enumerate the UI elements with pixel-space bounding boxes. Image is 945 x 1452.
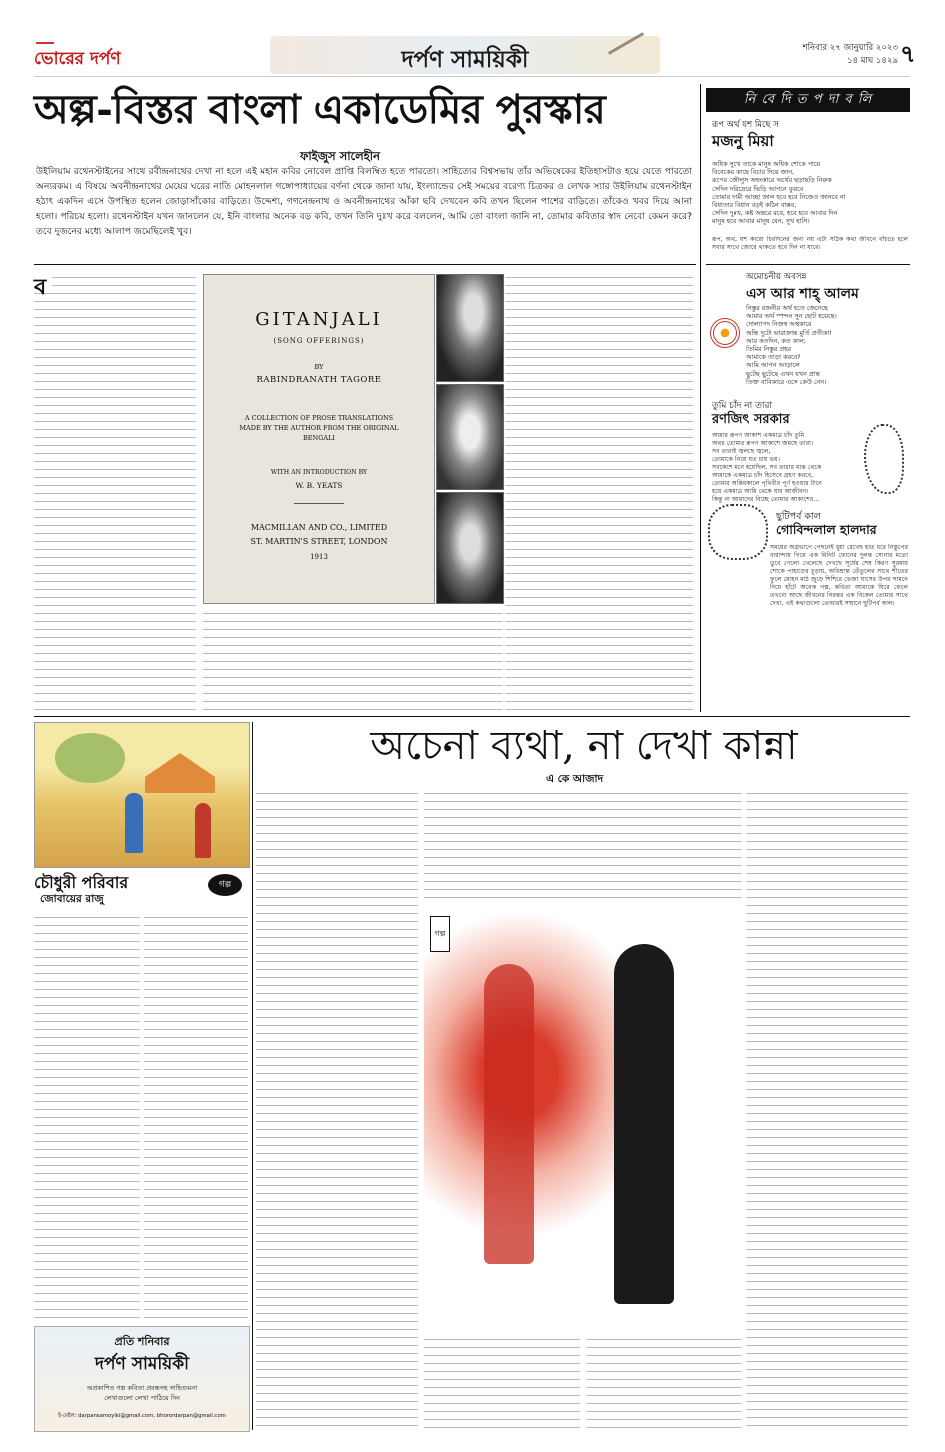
lead-body-column-3: [203, 608, 503, 712]
poem2-lines: [746, 304, 910, 386]
gitanjali-year: 1913: [310, 553, 328, 561]
gitanjali-author: RABINDRANATH TAGORE: [256, 375, 382, 385]
mandala-ornament-icon: [710, 318, 740, 348]
poem-line: তোমাকে নিয়ে যত চায় ভয়।: [712, 456, 780, 463]
red-figure-icon: [484, 964, 534, 1264]
poem2-author: এস আর শাহ্‌ আলম: [746, 286, 859, 302]
poem-line: তিমির নিস্তুর প্রহর: [746, 345, 791, 354]
story-headline: অচেনা ব্যথা, না দেখা কান্না: [370, 723, 798, 769]
tree-icon: [55, 733, 125, 783]
poem-line: আমাকে তাড়া করবে?: [746, 353, 801, 362]
story-column-4: [424, 1334, 580, 1428]
person-figure-icon: [125, 793, 143, 853]
poem-line: সেদিন দরিদ্রেরে ভিড়ি আপনে বুঝবে: [712, 184, 804, 193]
poem-line: অথচ তোমার রূপণ আকাশে জমছে তারা।: [712, 440, 814, 447]
date-gregorian: শনিবার ২৭ জানুয়ারি ২০২৩: [802, 43, 898, 53]
portrait-rothenstein: [436, 384, 504, 490]
poem2-title: অমোচনীয় অবসন্ন: [746, 272, 807, 282]
date-bengali: ১৪ মাঘ ১৪২৯: [847, 56, 898, 66]
lead-divider: [34, 264, 696, 265]
ad-line3: লেখাগুলো লেখা পাঠিয়ে দিন: [104, 1394, 180, 1402]
poem-line: নিস্তুর রজনীর অর্থ হতে জেনেছে: [746, 304, 828, 312]
portrait-tagore: [436, 274, 504, 382]
section-divider: [34, 716, 910, 717]
silhouette-figure-icon: [614, 944, 674, 1304]
poem-line: মানুষ হবে আবার মানুষ যেন, সুখ হাসি।: [712, 217, 810, 226]
ad-line1: প্রতি শনিবার: [114, 1335, 170, 1348]
ad-title: দর্পণ সাময়িকী: [95, 1354, 189, 1374]
poem-line: আর কতদিন, কত কাল;: [746, 336, 806, 345]
lead-intro: উইলিয়াম রথেনস্টাইনের সাথে রবীন্দ্রনাথের দেখা না হলে এই মহান কবির নোবেল প্রাপ্তি বিলম্বিত হতে পারতো। সাহিত্যের বিশ্বসভায় তাঁর অভিষেকের ইতিহাসটাও হয়ে যেতে পারতো অন্যরকম। এ বিষয়ে অবনীন্দ্রনাথের মেয়ের ঘরের নাতি মোহনলাল গঙ্গোপাধ্যায়ের বর্ণনা থেকে জানা যায়, ইংল্যান্ডের সেই সময়ের বরেণ্য চিত্রকর ও লেখক স্যার উইলিয়াম রথেনস্টাইন হঠাৎ একদিন এসে উপস্থিত হলেন জোড়াসাঁকোর বাড়িতে। উদ্দেশ্য, গগনেন্দ্রনাথ ও অবনীন্দ্রনাথের আঁকা ছবি দেখবেন কবি তখন ছিলেন পাশের বাড়িতে। তাঁকেও খবর দিয়ে আনা হলো। পরিচয় হলো। রথেনস্টাইন যখন জানলেন যে, ইনি বাংলার অনেক বড় কবি, তখন তিনি দুঃখ করে বললেন, আমি তো বাংলা জানি না, তোমার কবিতার স্বাদ নেবো কেমন করে? তবে দুজনের মধ্যে আলাপ জমেছিলেই খুব।: [36, 166, 692, 237]
story-column-1: [256, 788, 418, 1428]
hut-icon: [145, 753, 215, 793]
issue-date: [786, 42, 898, 68]
family-title: চৌধুরী পরিবার: [34, 873, 129, 892]
story-byline: এ কে আজাদ: [546, 773, 604, 785]
portrait-third: [436, 492, 504, 604]
gitanjali-intro-author: W. B. YEATS: [295, 481, 343, 490]
gitanjali-rule: [294, 503, 344, 504]
poem-line: সেদিন দুঃখ, কষ্ট অন্তরে রবে, হবে হবে আবার দিন: [712, 209, 838, 218]
poem-divider: [706, 264, 910, 265]
gitanjali-cover: [203, 274, 435, 604]
nibedita-banner: নি বে দি ত প দা ব লি: [706, 88, 910, 112]
poem-line: তিক্ত বাবিকারে এসে কেউ নেন।: [746, 377, 827, 386]
poem4-author: গোবিন্দলাল হালদার: [776, 522, 877, 537]
floral-ornament-icon: [708, 504, 768, 560]
poem-line: দোল্যাপদ নিজস্ব অস্থকারে: [746, 320, 812, 329]
poem-line: হয়ে একমাত্র আমি থেকে যাব আজীবন।: [712, 488, 809, 495]
family-body-column-2: [144, 912, 248, 1322]
gitanjali-address: ST. MARTIN'S STREET, LONDON: [250, 537, 388, 546]
story-column-2: [424, 788, 742, 900]
gitanjali-description: A COLLECTION OF PROSE TRANSLATIONS MADE BY THE AUTHOR FROM THE ORIGINAL BENGALI: [239, 414, 399, 442]
ad-email: ই-মেইল: darpansamoyiki@gmail.com, bhorerdarpan@gmail.com: [58, 1413, 226, 1419]
family-author: জোবায়ের রাজু: [40, 893, 104, 905]
poem1-title: রূপ অর্থ যশ মিছে স: [712, 120, 779, 130]
logo-badge-icon: [36, 42, 54, 44]
lead-body-column-2: [505, 272, 693, 712]
paper-logo: [34, 40, 140, 70]
poem-line: তোমার অন্তিমকালে পৃথিবীর পূর্ণ হওয়ার টানে: [712, 480, 822, 487]
family-tag: গল্প: [208, 874, 242, 896]
poem1-footer: রূপ, অর্থ, যশ কারো চিরদিনের জন্য নয় এটা সঠিক কথা জীবনে বাঁচতে হলে সবার সাথে জোরে থাকতে হবে দিন না যাবে।: [712, 236, 908, 251]
supplement-title: দর্পণ সাময়িকী: [401, 46, 529, 73]
right-column-divider: [700, 84, 701, 712]
poem-line: অধিক সুখে তাকে মানুষ অধিক শোকে পায়ে: [712, 160, 821, 168]
poem-line: আমাকে একমাত্র চাঁদ হিসেবে গ্রহণ করবে,: [712, 472, 814, 479]
ad-line2: অপ্রকাশিত গল্প কবিতা প্রবন্ধসহ সাহিত্যমনা: [86, 1384, 198, 1392]
poem4-title: ছুটিপর্ব কাল: [776, 511, 821, 522]
poem-line: আমি আপন আড়ালে: [746, 361, 800, 370]
page-number: ৭: [900, 39, 916, 68]
poem-line: রূপের জৌলুস অহংকারে অর্থের ছড়াছড়ি নিরুক: [712, 176, 832, 185]
lead-byline: ফাইজুস সালেহীন: [300, 149, 380, 163]
poem-line: বিবেকের কাছে বিচার দিয়ে জান,: [712, 168, 795, 177]
poem3-author: রণজিৎ সরকার: [712, 412, 790, 427]
gitanjali-subtitle: (SONG OFFERINGS): [273, 337, 365, 345]
gitanjali-title: GITANJALI: [255, 309, 383, 330]
paisley-ornament-icon: [864, 424, 904, 494]
lead-headline: অল্প-বিস্তর বাংলা একাডেমির পুরস্কার: [34, 86, 606, 133]
poem1-author: মজনু মিয়া: [712, 132, 774, 150]
poem3-lines: [712, 432, 862, 504]
poem-line: সবকেশে মনে হয়েছিল, সব তারার মাঝ থেকে: [712, 464, 822, 471]
family-body-column-1: [34, 912, 140, 1322]
masthead: [34, 34, 916, 77]
poem-line: সব তারাই জ্বলছে জ্বলে,: [712, 448, 771, 455]
poem3-title: তুমি চাঁদ না তারা: [712, 401, 773, 411]
story-illustration: [424, 904, 742, 1330]
supplement-banner: [270, 36, 660, 74]
paper-name: ভোরের দর্পণ: [34, 49, 121, 69]
poem-line: বিধাতার বিধান বড়ই কঠিন বাস্তব,: [712, 201, 797, 210]
poem-line: তোমার দামী আচ্ছা জাল হবে হবে নিজেও জানবে না: [712, 192, 846, 201]
lead-body-column-1: [34, 272, 196, 712]
story-column-5: [586, 1334, 742, 1428]
poem-line: অন্ধি দুটো ভারাক্রান্ত মুর্তি প্রতীকা!: [746, 328, 832, 337]
story-divider: [252, 722, 253, 1430]
poem-line: কিন্তু না আমাদের বিচ্ছে তোমার আকাশের...: [712, 496, 820, 503]
gitanjali-publisher: MACMILLAN AND CO., LIMITED: [250, 523, 388, 532]
story-tag: গল্প: [430, 916, 450, 952]
person-figure-icon-2: [195, 803, 211, 858]
gitanjali-by: BY: [314, 363, 324, 371]
poem1-lines: [712, 160, 908, 226]
drop-cap: ব: [34, 270, 52, 292]
submission-ad: [34, 1326, 250, 1432]
family-illustration: [34, 722, 250, 868]
gitanjali-intro: WITH AN INTRODUCTION BY: [270, 469, 368, 476]
poem-line: ছুটেছ ছুটেছে এখন যখন প্রান্ত: [746, 369, 820, 378]
story-column-3: [746, 788, 908, 1428]
poem-line: আমার অর্থ স্পন্দন সুন ছোট হয়েছে।: [746, 312, 837, 321]
poem4-text: সময়ের অগ্রভাগে পেছনেই ধুয়া রেখেছ হাত ধরে নিস্তুপের বারান্দায় গিয়ে এক মিনিট ফোনের দুলন্ত সোনার মতো ডুবে গেলো খেলেছে দেখছে সূর্যের শেষ কিরণ সুরমায় শোকে পাহাড়ের চূড়ায়, অবিশ্রান্ত তেঁতুলের সাথে শীতের ফুলে মোহন মাঠ জুড়ে শিশিরে ভেজা ঘাসের উপর সামনে দিয়ে হাঁটে অনেক গল্প, কবিতা আমাকে ঘিরে ফেলে তখনো আছে জীবনের নিরন্তর এক বিকেল তোমার সাথে দেখা, এই কথাগুলো তোমারই সম্মানে ছুটিপর্ব কাল।: [770, 544, 908, 607]
poem-line: আমার রূপণ আকাশ একমাত্র চাঁদ তুমি: [712, 432, 805, 439]
